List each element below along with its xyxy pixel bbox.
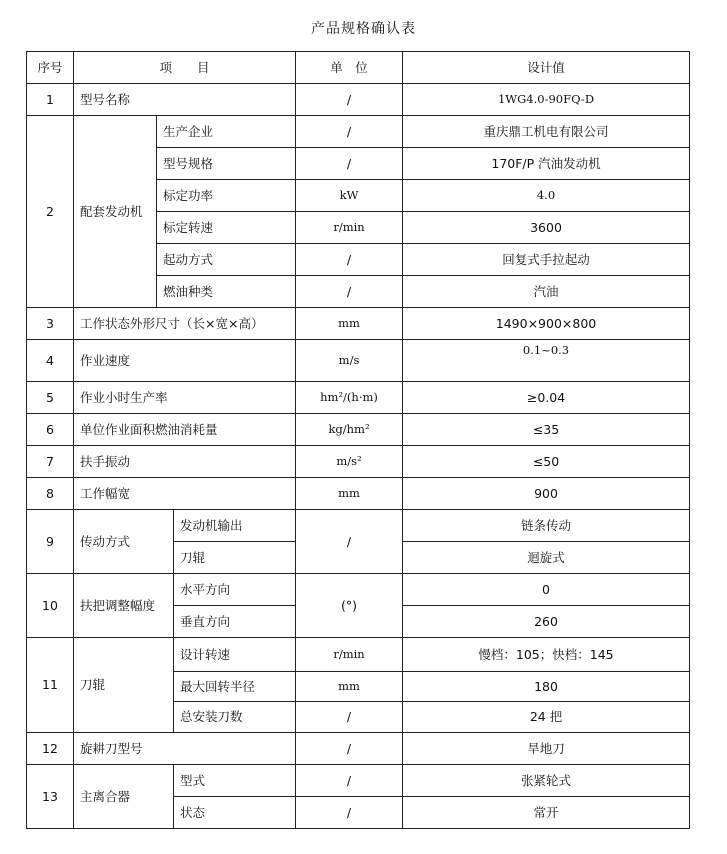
sub-item: 水平方向 bbox=[174, 574, 296, 606]
row-seq: 13 bbox=[27, 765, 74, 829]
sub-item: 燃油种类 bbox=[157, 276, 296, 308]
row-value: 迴旋式 bbox=[403, 542, 690, 574]
row-item: 型号名称 bbox=[74, 84, 296, 116]
document-title: 产品规格确认表 bbox=[311, 21, 416, 37]
row-item: 刀辊 bbox=[74, 638, 174, 733]
sub-item: 起动方式 bbox=[157, 244, 296, 276]
header-item: 项 目 bbox=[74, 52, 296, 84]
row-unit: / bbox=[296, 148, 403, 180]
sub-item: 最大回转半径 bbox=[174, 672, 296, 702]
row-item: 工作幅宽 bbox=[74, 478, 296, 510]
row-value: 0 bbox=[403, 574, 690, 606]
row-unit: / bbox=[296, 765, 403, 797]
row-item: 单位作业面积燃油消耗量 bbox=[74, 414, 296, 446]
row-item: 旋耕刀型号 bbox=[74, 733, 296, 765]
table-row bbox=[27, 340, 690, 382]
row-unit: / bbox=[296, 702, 403, 733]
row-unit: mm bbox=[296, 672, 403, 702]
row-unit: kg/hm² bbox=[296, 414, 403, 446]
row-unit: / bbox=[296, 797, 403, 829]
row-seq: 4 bbox=[27, 340, 74, 382]
row-value: 回复式手拉起动 bbox=[403, 244, 690, 276]
sub-item: 状态 bbox=[174, 797, 296, 829]
table-row bbox=[27, 765, 690, 797]
row-item: 作业速度 bbox=[74, 340, 296, 382]
spec-table bbox=[26, 51, 690, 829]
row-value: 1WG4.0-90FQ-D bbox=[403, 84, 690, 116]
row-value: 1490×900×800 bbox=[403, 308, 690, 340]
row-seq: 10 bbox=[27, 574, 74, 638]
row-seq: 11 bbox=[27, 638, 74, 733]
row-unit: / bbox=[296, 276, 403, 308]
header-unit: 单 位 bbox=[296, 52, 403, 84]
sub-item: 生产企业 bbox=[157, 116, 296, 148]
row-unit: / bbox=[296, 84, 403, 116]
row-value: 汽油 bbox=[403, 276, 690, 308]
row-unit: / bbox=[296, 116, 403, 148]
row-unit: mm bbox=[296, 308, 403, 340]
table-row bbox=[27, 733, 690, 765]
row-value: 900 bbox=[403, 478, 690, 510]
sub-item: 型式 bbox=[174, 765, 296, 797]
row-seq: 5 bbox=[27, 382, 74, 414]
table-row bbox=[27, 510, 690, 542]
table-row bbox=[27, 638, 690, 672]
row-value: 3600 bbox=[403, 212, 690, 244]
row-seq: 7 bbox=[27, 446, 74, 478]
table-row bbox=[27, 116, 690, 148]
row-seq: 1 bbox=[27, 84, 74, 116]
row-unit: kW bbox=[296, 180, 403, 212]
row-value: ≥0.04 bbox=[403, 382, 690, 414]
table-row bbox=[27, 574, 690, 606]
row-value: 260 bbox=[403, 606, 690, 638]
row-unit: / bbox=[296, 244, 403, 276]
table-header-row bbox=[27, 52, 690, 84]
row-value: 180 bbox=[403, 672, 690, 702]
row-unit: mm bbox=[296, 478, 403, 510]
row-seq: 12 bbox=[27, 733, 74, 765]
row-seq: 3 bbox=[27, 308, 74, 340]
row-item: 主离合器 bbox=[74, 765, 174, 829]
row-item: 传动方式 bbox=[74, 510, 174, 574]
row-item: 扶把调整幅度 bbox=[74, 574, 174, 638]
table-row bbox=[27, 84, 690, 116]
row-item: 工作状态外形尺寸（长×宽×高） bbox=[74, 308, 296, 340]
table-row bbox=[27, 382, 690, 414]
row-unit: (°) bbox=[296, 574, 403, 638]
row-value: 链条传动 bbox=[403, 510, 690, 542]
row-value: 常开 bbox=[403, 797, 690, 829]
row-unit: r/min bbox=[296, 212, 403, 244]
sub-item: 标定转速 bbox=[157, 212, 296, 244]
table-row bbox=[27, 446, 690, 478]
sub-item: 标定功率 bbox=[157, 180, 296, 212]
row-seq: 2 bbox=[27, 116, 74, 308]
row-value: 0.1~0.3 bbox=[403, 340, 690, 382]
sub-item: 总安装刀数 bbox=[174, 702, 296, 733]
sub-item: 型号规格 bbox=[157, 148, 296, 180]
row-item: 扶手振动 bbox=[74, 446, 296, 478]
row-unit: / bbox=[296, 510, 403, 574]
sub-item: 发动机输出 bbox=[174, 510, 296, 542]
row-seq: 8 bbox=[27, 478, 74, 510]
row-seq: 6 bbox=[27, 414, 74, 446]
header-value: 设计值 bbox=[403, 52, 690, 84]
row-value: 慢档：105；快档：145 bbox=[403, 638, 690, 672]
row-value: 张紧轮式 bbox=[403, 765, 690, 797]
row-unit: hm²/(h·m) bbox=[296, 382, 403, 414]
table-row bbox=[27, 478, 690, 510]
row-unit: r/min bbox=[296, 638, 403, 672]
row-seq: 9 bbox=[27, 510, 74, 574]
sub-item: 垂直方向 bbox=[174, 606, 296, 638]
sub-item: 刀辊 bbox=[174, 542, 296, 574]
header-seq: 序号 bbox=[27, 52, 74, 84]
row-value: ≤50 bbox=[403, 446, 690, 478]
row-value: 重庆鼎工机电有限公司 bbox=[403, 116, 690, 148]
row-value: 4.0 bbox=[403, 180, 690, 212]
row-unit: / bbox=[296, 733, 403, 765]
row-value: ≤35 bbox=[403, 414, 690, 446]
row-value: 24 把 bbox=[403, 702, 690, 733]
row-item: 作业小时生产率 bbox=[74, 382, 296, 414]
table-row bbox=[27, 414, 690, 446]
row-value: 170F/P 汽油发动机 bbox=[403, 148, 690, 180]
row-value: 旱地刀 bbox=[403, 733, 690, 765]
sub-item: 设计转速 bbox=[174, 638, 296, 672]
table-row bbox=[27, 308, 690, 340]
row-unit: m/s² bbox=[296, 446, 403, 478]
row-item: 配套发动机 bbox=[74, 116, 157, 308]
row-unit: m/s bbox=[296, 340, 403, 382]
